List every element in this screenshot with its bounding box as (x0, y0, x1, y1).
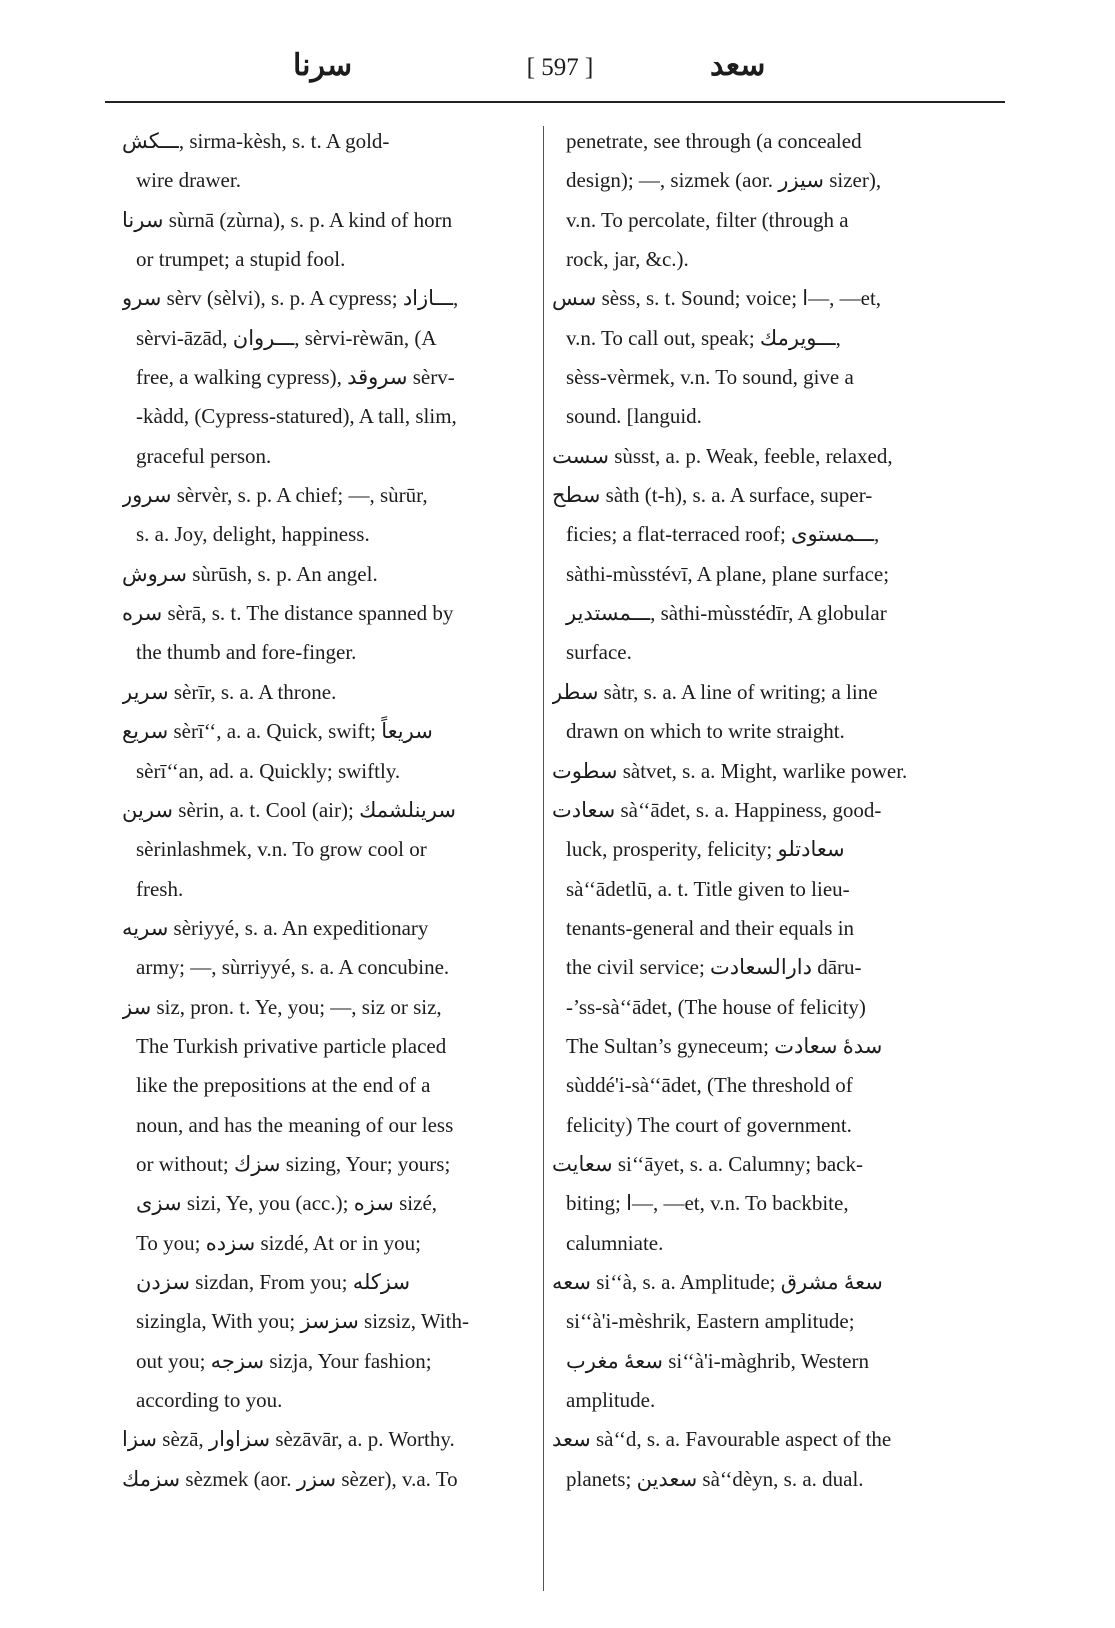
dictionary-line: سس sèss, s. t. Sound; voice; ا—, —et, (552, 286, 882, 311)
dictionary-line: wire drawer. (136, 168, 241, 193)
dictionary-line: the thumb and fore-finger. (136, 640, 357, 665)
dictionary-line: luck, prosperity, felicity; سعادتلو (566, 837, 845, 862)
dictionary-line: ـــمستدير, sàthi-mùsstédīr, A globular (566, 601, 887, 626)
dictionary-line: سعۀ مغرب si‘‘à'i-màghrib, Western (566, 1348, 869, 1373)
dictionary-line: سست sùsst, a. p. Weak, feeble, relaxed, (552, 443, 893, 468)
dictionary-line: rock, jar, &c.). (566, 247, 689, 272)
dictionary-line: sèrvi-āzād, ـــروان, sèrvi-rèwān, (A (136, 325, 437, 350)
dictionary-line: sàthi-mùsstévī, A plane, plane surface; (566, 561, 890, 586)
dictionary-line: si‘‘à'i-mèshrik, Eastern amplitude; (566, 1309, 855, 1334)
dictionary-line: sèss-vèrmek, v.n. To sound, give a (566, 365, 854, 390)
dictionary-line: سعادت sà‘‘ādet, s. a. Happiness, good- (552, 797, 882, 822)
dictionary-line: سزمك sèzmek (aor. سزر sèzer), v.a. To (122, 1466, 458, 1491)
dictionary-line: v.n. To percolate, filter (through a (566, 207, 849, 232)
page-number: [ 597 ] (526, 54, 594, 81)
dictionary-line: سز siz, pron. t. Ye, you; —, siz or siz, (122, 994, 442, 1019)
dictionary-line: To you; سزده sizdé, At or in you; (136, 1230, 421, 1255)
dictionary-line: سعد sà‘‘d, s. a. Favourable aspect of the (552, 1427, 892, 1452)
dictionary-line: sound. [languid. (566, 404, 702, 429)
dictionary-line: amplitude. (566, 1388, 656, 1412)
dictionary-line: sà‘‘ādetlū, a. t. Title given to lieu- (566, 876, 850, 901)
dictionary-line: سزا sèzā, سزاوار sèzāvār, a. p. Worthy. (122, 1427, 455, 1452)
dictionary-line: or without; سزك sizing, Your; yours; (136, 1151, 451, 1176)
dictionary-line: ـــكش, sirma-kèsh, s. t. A gold- (122, 129, 390, 153)
dictionary-line: drawn on which to write straight. (566, 719, 845, 744)
dictionary-line: -kàdd, (Cypress-statured), A tall, slim, (136, 404, 457, 429)
dictionary-line: s. a. Joy, delight, happiness. (136, 522, 370, 547)
dictionary-line: graceful person. (136, 443, 272, 468)
dictionary-line: tenants-general and their equals in (566, 915, 855, 940)
dictionary-line: free, a walking cypress), سروقد sèrv- (136, 365, 455, 390)
dictionary-line: سرنا sùrnā (zùrna), s. p. A kind of horn (122, 207, 453, 232)
dictionary-line: -’ss-sà‘‘ādet, (The house of felicity) (566, 994, 866, 1019)
dictionary-line: the civil service; دارالسعادت dāru- (566, 955, 862, 980)
dictionary-line: according to you. (136, 1388, 283, 1412)
dictionary-line: penetrate, see through (a concealed (566, 129, 862, 153)
dictionary-line: The Turkish privative particle placed (136, 1033, 447, 1058)
dictionary-line: sùddé'i-sà‘‘ādet, (The threshold of (566, 1073, 853, 1098)
header-rule (105, 101, 1005, 103)
dictionary-line: سرير sèrīr, s. a. A throne. (122, 679, 337, 704)
dictionary-line: سطوت sàtvet, s. a. Might, warlike power. (552, 758, 908, 783)
dictionary-line: out you; سزجه sizja, Your fashion; (136, 1348, 432, 1373)
page-header (105, 46, 1005, 90)
dictionary-line: سروش sùrūsh, s. p. An angel. (122, 561, 378, 586)
dictionary-line: سطح sàth (t-h), s. a. A surface, super- (552, 483, 873, 508)
dictionary-line: سزى sizi, Ye, you (acc.); سزه sizé, (136, 1191, 438, 1216)
dictionary-line: سرين sèrin, a. t. Cool (air); سرينلشمك (122, 797, 456, 822)
dictionary-line: calumniate. (566, 1230, 664, 1255)
dictionary-line: sizingla, With you; سزسز sizsiz, With- (136, 1309, 469, 1334)
dictionary-line: ficies; a flat-terraced roof; ـــمستوى, (566, 522, 880, 547)
dictionary-line: سريع sèrī‘‘, a. a. Quick, swift; سريعاً (122, 719, 433, 744)
dictionary-line: سرور sèrvèr, s. p. A chief; —, sùrūr, (122, 483, 428, 508)
dictionary-line: or trumpet; a stupid fool. (136, 247, 346, 272)
right-column (552, 122, 955, 1499)
right-running-head: سعد (710, 48, 766, 83)
dictionary-line: سعه si‘‘à, s. a. Amplitude; سعۀ مشرق (552, 1269, 883, 1294)
dictionary-line: sèrī‘‘an, ad. a. Quickly; swiftly. (136, 758, 401, 783)
dictionary-line: سزدن sizdan, From you; سزكله (136, 1269, 411, 1294)
column-divider (543, 126, 544, 1591)
dictionary-line: like the prepositions at the end of a (136, 1073, 431, 1098)
dictionary-line: سره sèrā, s. t. The distance spanned by (122, 601, 454, 626)
dictionary-line: biting; ا—, —et, v.n. To backbite, (566, 1191, 849, 1216)
dictionary-line: v.n. To call out, speak; ـــويرمك, (566, 325, 841, 350)
dictionary-line: planets; سعدين sà‘‘dèyn, s. a. dual. (566, 1466, 864, 1491)
dictionary-line: army; —, sùrriyyé, s. a. A concubine. (136, 955, 450, 980)
dictionary-line: noun, and has the meaning of our less (136, 1112, 454, 1137)
dictionary-line: سطر sàtr, s. a. A line of writing; a line (552, 679, 878, 704)
dictionary-line: fresh. (136, 876, 184, 901)
dictionary-line: design); —, sizmek (aor. سيزر sizer), (566, 168, 882, 193)
left-column (122, 122, 520, 1499)
dictionary-line: سرو sèrv (sèlvi), s. p. A cypress; ـــازاد, (122, 286, 459, 311)
dictionary-line: felicity) The court of government. (566, 1112, 852, 1137)
dictionary-line: سريه sèriyyé, s. a. An expeditionary (122, 915, 429, 940)
left-running-head: سرنا (293, 48, 353, 83)
dictionary-line: سعايت si‘‘āyet, s. a. Calumny; back- (552, 1151, 863, 1176)
dictionary-line: surface. (566, 640, 632, 665)
dictionary-line: sèrinlashmek, v.n. To grow cool or (136, 837, 427, 862)
dictionary-line: The Sultan’s gyneceum; سدۀ سعادت (566, 1033, 883, 1058)
